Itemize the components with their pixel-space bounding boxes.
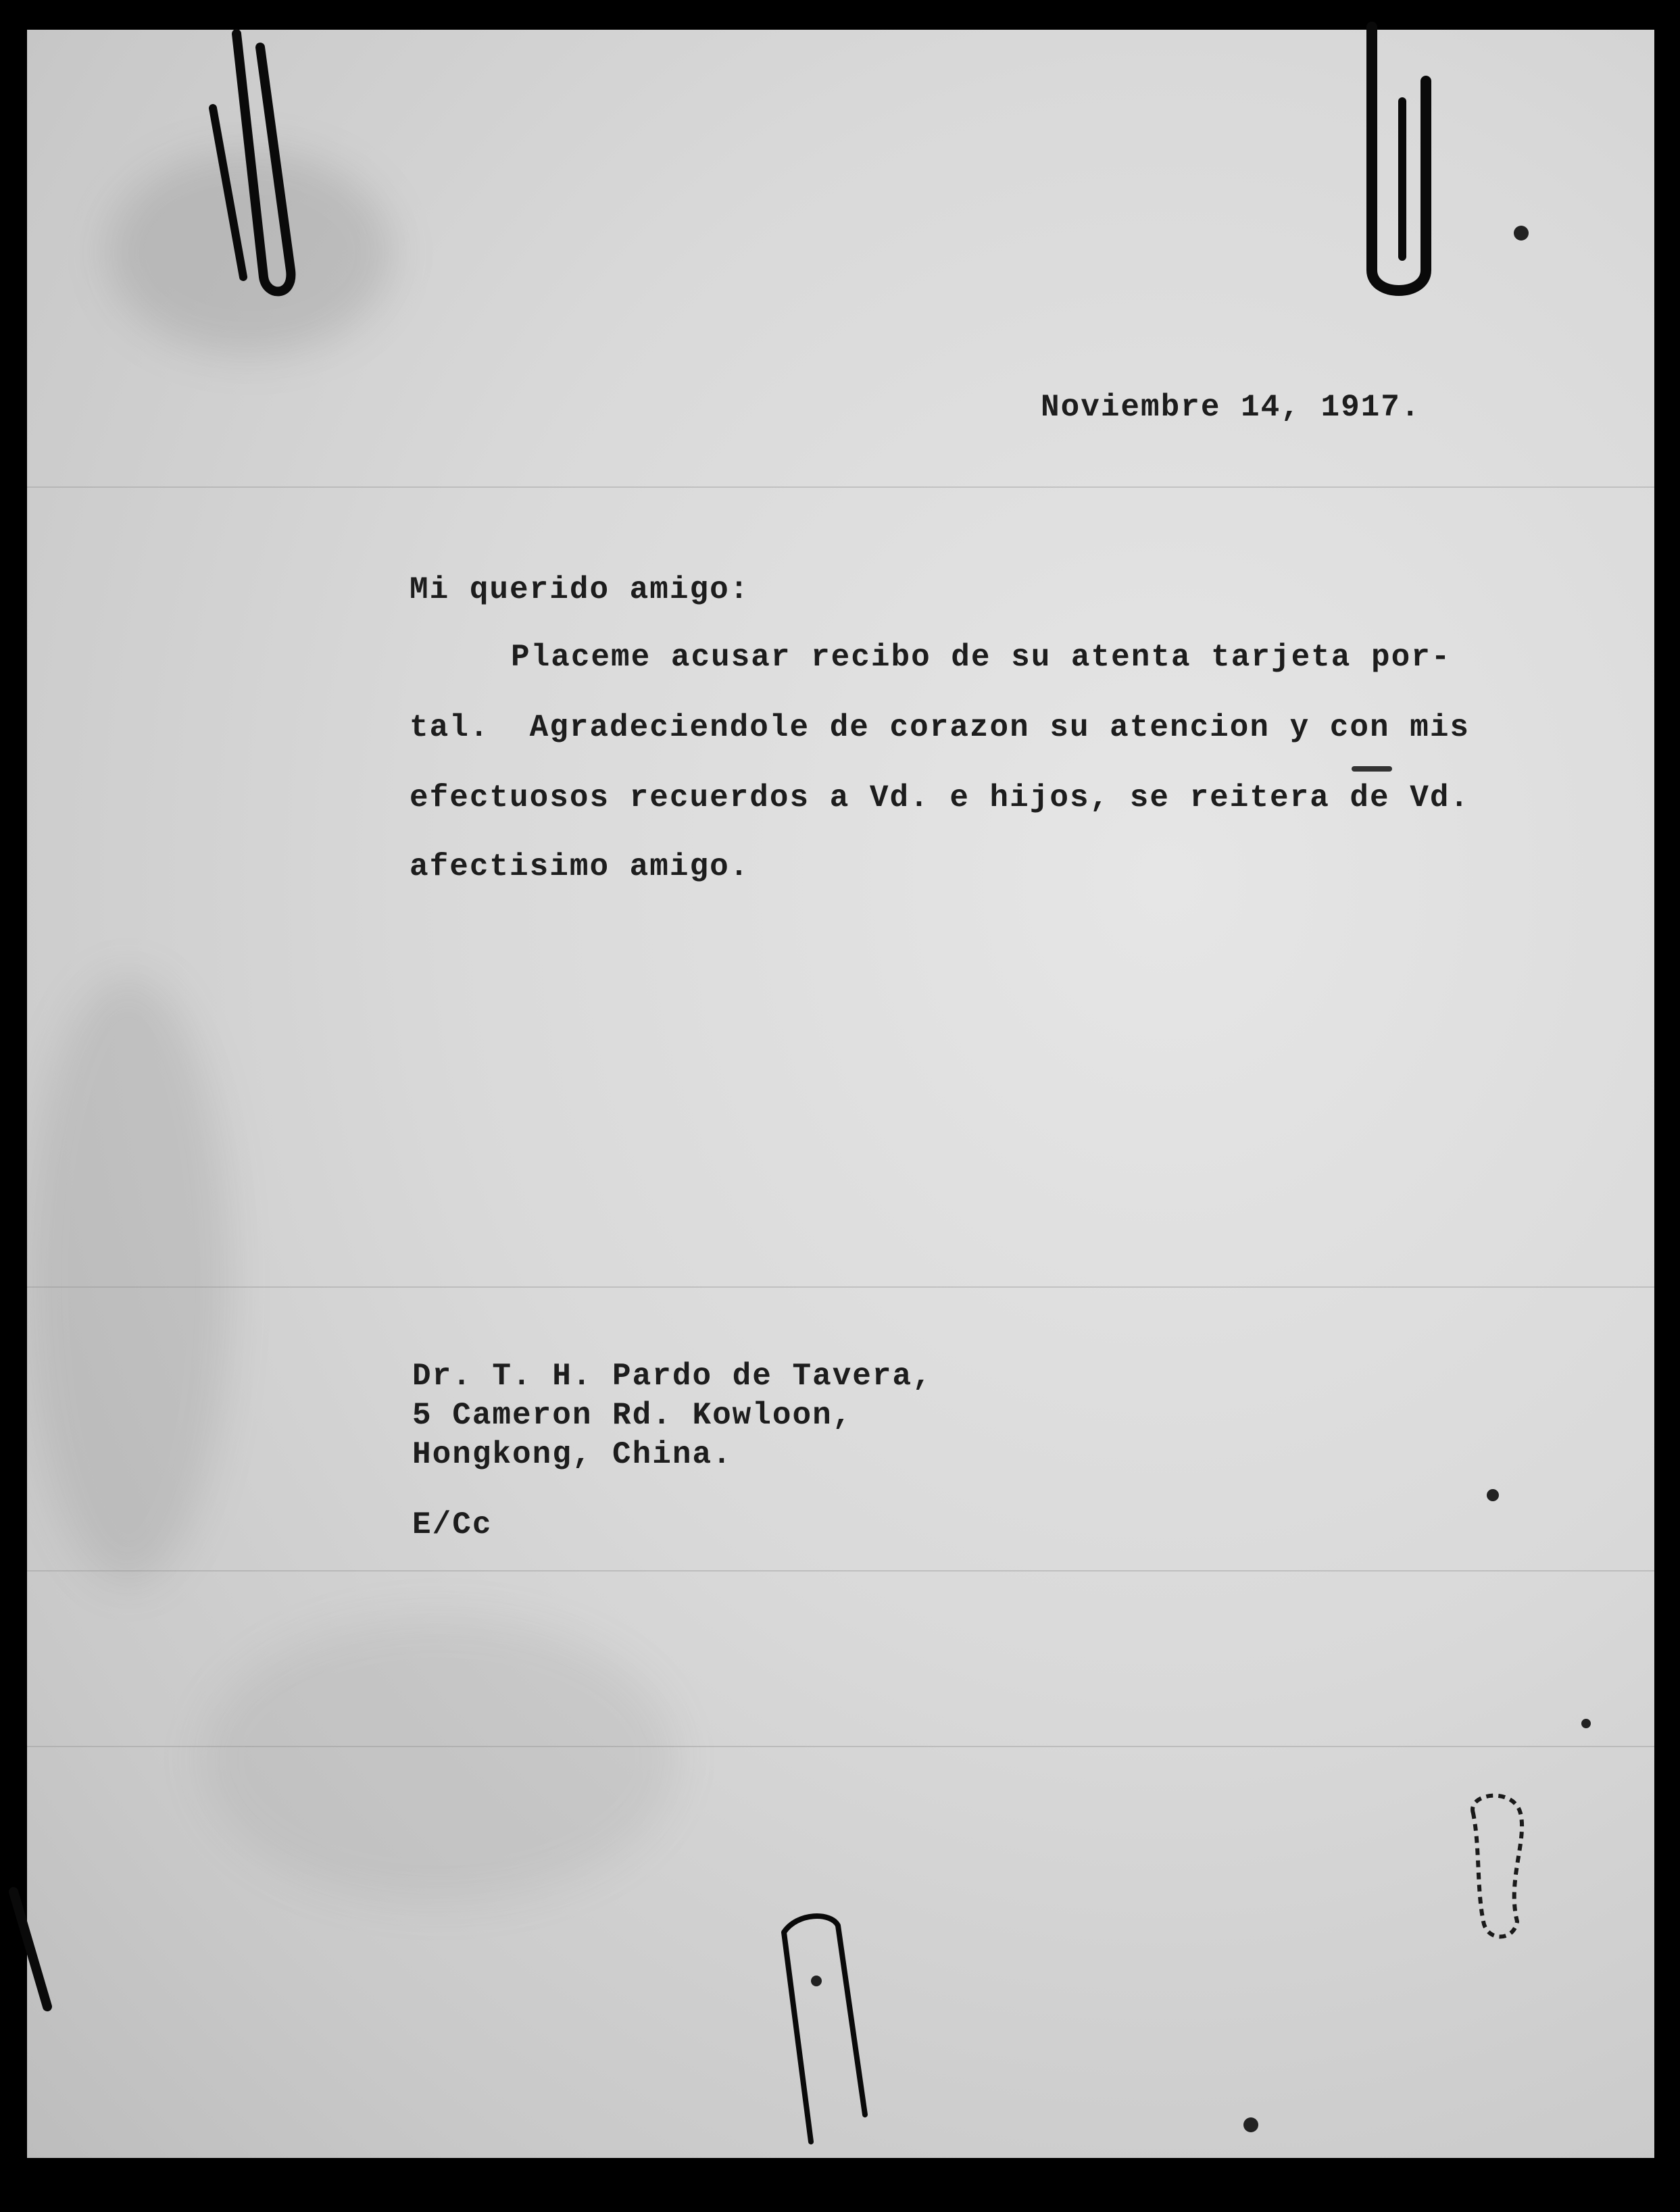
address-line: Dr. T. H. Pardo de Tavera, <box>412 1359 933 1394</box>
speck <box>1487 1489 1499 1501</box>
paper-rule <box>27 1746 1654 1747</box>
paper-clip-icon <box>196 20 311 304</box>
paper-clip-icon <box>764 1912 885 2155</box>
speck <box>1581 1719 1591 1728</box>
body-line: Placeme acusar recibo de su atenta tarjeta por- <box>511 640 1452 675</box>
paper-rule <box>27 1570 1654 1572</box>
paper-stain <box>27 976 230 1584</box>
address-line: 5 Cameron Rd. Kowloon, <box>412 1398 853 1433</box>
paper-rule <box>27 1286 1654 1288</box>
address-line: Hongkong, China. <box>412 1437 733 1472</box>
body-line: afectisimo amigo. <box>410 849 750 884</box>
ink-smudge <box>1460 1786 1534 1949</box>
typist-initials: E/Cc <box>412 1507 493 1542</box>
speck <box>1514 226 1529 241</box>
letter-page <box>27 30 1654 2158</box>
paper-stain <box>203 1617 676 1901</box>
body-line: efectuosos recuerdos a Vd. e hijos, se reitera de Vd. <box>410 780 1471 815</box>
speck <box>1243 2117 1258 2132</box>
salutation: Mi querido amigo: <box>410 572 750 607</box>
letter-date: Noviembre 14, 1917. <box>1041 390 1421 425</box>
paper-rule <box>27 486 1654 488</box>
body-line: tal. Agradeciendole de corazon su atencion y con mis <box>410 710 1471 745</box>
edge-marker <box>7 1885 61 2020</box>
paper-clip-icon <box>1352 14 1453 304</box>
speck <box>1352 766 1392 772</box>
